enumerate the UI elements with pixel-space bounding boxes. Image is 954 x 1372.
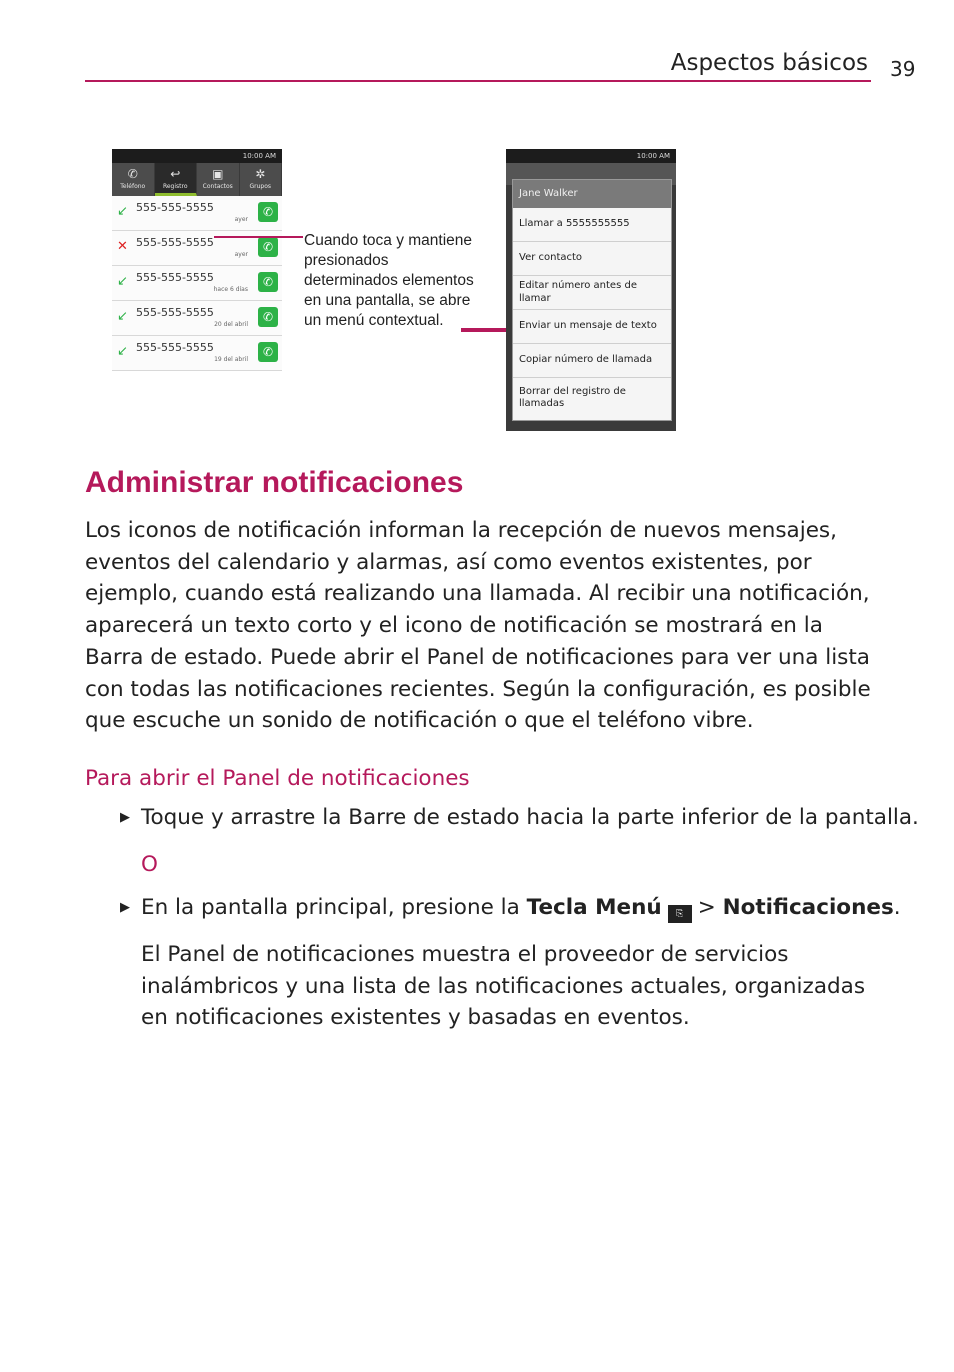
callout-line [214,236,303,238]
call-button[interactable]: ✆ [258,272,278,292]
bullet-item [120,895,901,923]
description-paragraph: El Panel de notificaciones muestra el proveedor de servicios inalámbricos y una lista de las notificaciones actuales, organizadas en notificaciones existentes y basadas en eventos. [141,942,866,1031]
incoming-call-icon: ↙ [117,309,128,324]
or-separator: O [141,852,158,877]
tab-label: Registro [162,183,188,190]
missed-call-icon: ✕ [117,239,128,254]
call-time: ayer [234,216,248,223]
call-button[interactable]: ✆ [258,202,278,222]
bullet-triangle-icon: ▶ [120,900,130,915]
call-button[interactable]: ✆ [258,307,278,327]
incoming-call-icon: ↙ [117,344,128,359]
context-menu-title: Jane Walker [513,180,671,208]
menu-item-delete-log[interactable]: Borrar del registro de llamadas [519,385,626,409]
call-time: ayer [234,251,248,258]
period: . [893,895,901,920]
phone-icon: ✆ [127,167,138,181]
tab-bar [112,163,282,196]
call-button[interactable]: ✆ [258,237,278,257]
menu-key-icon: ⎘ [668,905,692,923]
section-heading: Administrar notificaciones [85,466,464,499]
page-number: 39 [890,57,916,81]
notifications-label: Notificaciones [722,895,894,920]
path-separator: > [697,895,716,920]
callout-text: Cuando toca y mantiene presionados determinados elementos en una pantalla, se abre un menú contextual. [304,232,474,329]
call-number: 555-555-5555 [136,236,214,249]
menu-item-copy-number[interactable]: Copiar número de llamada [513,344,671,378]
body-paragraph: Los iconos de notificación informan la recepción de nuevos mensajes, eventos del calendario y alarmas, así como eventos existentes, por ejemplo, cuando está realizando una llamada. Al recibir una notificación, aparecerá un texto corto y el icono de notificación se mostrará en la Barra de estado. Puede abrir el Panel de notificaciones para ver una lista con todas las notificaciones recientes. Según la configuración, es posible que escuche un sonido de notificación o que el teléfono vibre. [85,518,871,734]
contacts-icon: ▣ [212,167,224,181]
status-time: 10:00 AM [242,152,276,160]
call-button[interactable]: ✆ [258,342,278,362]
call-row[interactable] [112,301,282,336]
header-rule [85,80,871,82]
subheading: Para abrir el Panel de notificaciones [85,766,470,791]
status-bar [112,149,282,163]
call-time: hace 6 días [213,286,248,293]
bullet-triangle-icon: ▶ [120,810,130,825]
header-title: Aspectos básicos [670,50,868,76]
context-menu-screenshot [506,149,676,431]
tab-phone[interactable] [112,163,155,196]
tab-contacts[interactable] [197,163,240,196]
menu-key-label: Tecla Menú [526,895,662,920]
tab-groups[interactable] [240,163,283,196]
menu-item-call[interactable]: Llamar a 5555555555 [513,208,671,242]
status-time: 10:00 AM [636,152,670,160]
menu-item-view-contact[interactable]: Ver contacto [513,242,671,276]
status-bar [506,149,676,163]
bullet-text: Toque y arrastre la Barre de estado hacia la parte inferior de la pantalla. [141,805,919,830]
context-menu [512,179,672,421]
call-time: 19 del abril [214,356,248,363]
incoming-call-icon: ↙ [117,204,128,219]
menu-item-send-text[interactable]: Enviar un mensaje de texto [513,310,671,344]
call-number: 555-555-5555 [136,271,214,284]
call-number: 555-555-5555 [136,201,214,214]
call-number: 555-555-5555 [136,306,214,319]
menu-item-edit-number[interactable]: Editar número antes de llamar [513,276,671,310]
bullet-text: En la pantalla principal, presione la [141,895,520,920]
tab-label: Teléfono [120,183,146,190]
tab-label: Contactos [202,183,233,190]
incoming-call-icon: ↙ [117,274,128,289]
groups-icon: ✲ [255,167,266,181]
call-log-screenshot [112,149,282,371]
bullet-item [120,805,919,830]
call-time: 20 del abril [214,321,248,328]
tab-call-log[interactable] [155,163,198,196]
call-row[interactable] [112,196,282,231]
tab-label: Grupos [249,183,272,190]
call-row[interactable] [112,266,282,301]
call-row[interactable] [112,336,282,371]
call-number: 555-555-5555 [136,341,214,354]
call-log-icon: ↩ [170,167,181,181]
